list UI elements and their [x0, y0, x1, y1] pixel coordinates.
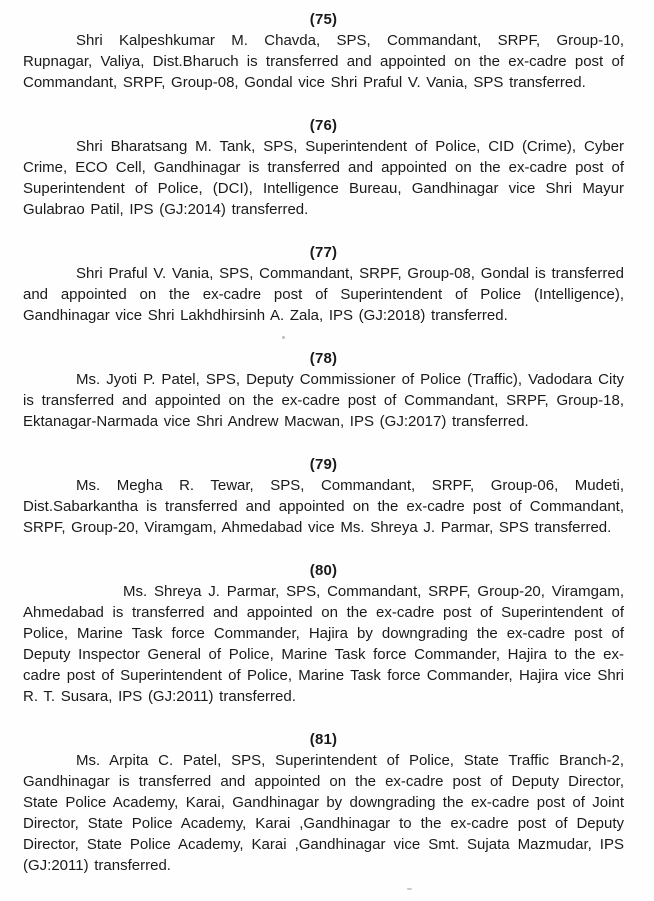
paragraph-number: (81) [309, 731, 338, 748]
transfer-order-item-76 [23, 115, 624, 220]
paragraph-text: Ms. Jyoti P. Patel, SPS, Deputy Commissioner of Police (Traffic), Vadodara City is transferred and appointed on the ex-cadre post of Commandant, SRPF, Group-18, Ektanagar-Narmada vice Shri Andrew Macwan, IPS (GJ:2017) transferred. [23, 371, 624, 430]
paragraph-number: (76) [309, 117, 338, 134]
paragraph-number: (77) [309, 244, 338, 261]
paragraph-text: Ms. Arpita C. Patel, SPS, Superintendent of Police, State Traffic Branch-2, Gandhinagar is transferred and appointed on the ex-cadre post of Deputy Director, State Police Academy, Karai, Gandhinagar by downgrading the ex-cadre post of Joint Director, State Police Academy, Karai ,Gandhinagar to the ex-cadre post of Deputy Director, State Police Academy, Karai ,Gandhinagar vice Smt. Sujata Mazmudar, IPS (GJ:2011) transferred. [23, 752, 624, 874]
paragraph-number: (79) [309, 456, 338, 473]
scan-speck [407, 888, 412, 890]
paragraph-number: (75) [309, 11, 338, 28]
paragraph-text: Shri Bharatsang M. Tank, SPS, Superintendent of Police, CID (Crime), Cyber Crime, ECO Cell, Gandhinagar is transferred and appointed on the ex-cadre post of Superintendent of Police, (DCI), Intelligence Bureau, Gandhinagar vice Shri Mayur Gulabrao Patil, IPS (GJ:2014) transferred. [23, 138, 624, 218]
transfer-order-item-78 [23, 348, 624, 432]
paragraph-text: Shri Kalpeshkumar M. Chavda, SPS, Commandant, SRPF, Group-10, Rupnagar, Valiya, Dist.Bharuch is transferred and appointed on the ex-cadre post of Commandant, SRPF, Group-08, Gondal vice Shri Praful V. Vania, SPS transferred. [23, 32, 624, 91]
paragraph-number: (80) [309, 562, 338, 579]
scan-speck [282, 336, 285, 339]
transfer-order-item-77 [23, 242, 624, 326]
paragraph-text: Ms. Shreya J. Parmar, SPS, Commandant, SRPF, Group-20, Viramgam, Ahmedabad is transferred and appointed on the ex-cadre post of Superintendent of Police, Marine Task force Commander, Hajira by downgrading the ex-cadre post of Deputy Inspector General of Police, Marine Task force Commander, Hajira to the ex-cadre post of Superintendent of Police, Marine Task force Commander, Hajira vice Shri R. T. Susara, IPS (GJ:2011) transferred. [23, 583, 624, 705]
transfer-order-item-81 [23, 729, 624, 876]
transfer-order-item-80 [23, 560, 624, 707]
transfer-order-item-75 [23, 9, 624, 93]
paragraph-number: (78) [309, 350, 338, 367]
paragraph-text: Shri Praful V. Vania, SPS, Commandant, SRPF, Group-08, Gondal is transferred and appointed on the ex-cadre post of Superintendent of Police (Intelligence), Gandhinagar vice Shri Lakhdhirsinh A. Zala, IPS (GJ:2018) transferred. [23, 265, 624, 324]
paragraph-text: Ms. Megha R. Tewar, SPS, Commandant, SRPF, Group-06, Mudeti, Dist.Sabarkantha is transferred and appointed on the ex-cadre post of Commandant, SRPF, Group-20, Viramgam, Ahmedabad vice Ms. Shreya J. Parmar, SPS transferred. [23, 477, 624, 536]
transfer-order-item-79 [23, 454, 624, 538]
